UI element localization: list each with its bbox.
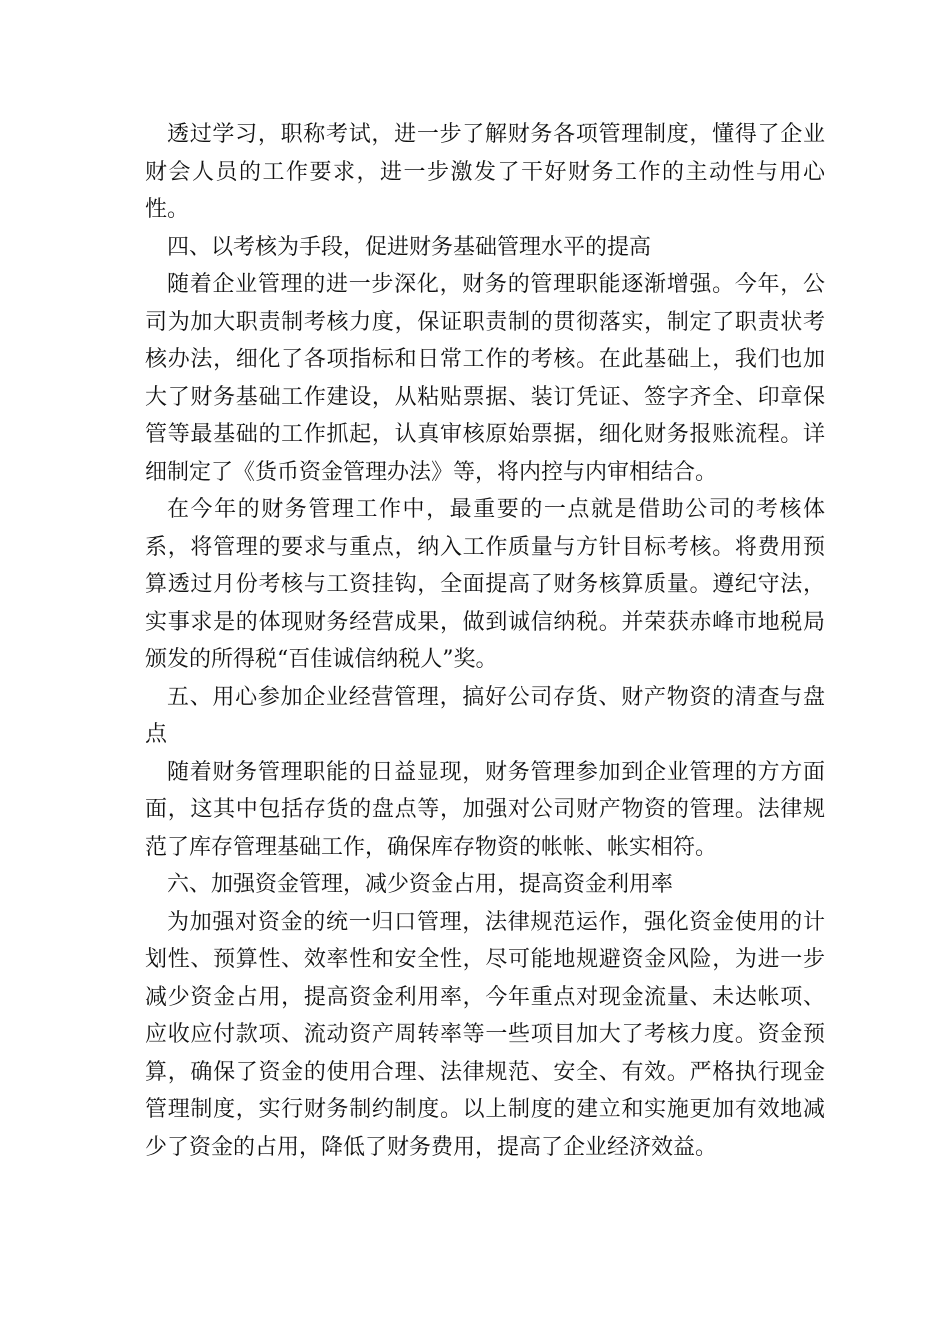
section-heading-5: 五、用心参加企业经营管理，搞好公司存货、财产物资的清查与盘点 (145, 684, 825, 747)
paragraph-study: 透过学习，职称考试，进一步了解财务各项管理制度，懂得了企业财会人员的工作要求，进一步激发了干好财务工作的主动性与用心性。 (145, 122, 825, 222)
paragraph-fund-management: 为加强对资金的统一归口管理，法律规范运作，强化资金使用的计划性、预算性、效率性和安全性，尽可能地规避资金风险，为进一步减少资金占用，提高资金利用率，今年重点对现金流量、未达帐项、应收应付款项、流动资产周转率等一些项目加大了考核力度。资金预算，确保了资金的使用合理、法律规范、安全、有效。严格执行现金管理制度，实行财务制约制度。以上制度的建立和实施更加有效地减少了资金的占用，降低了财务费用，提高了企业经济效益。 (145, 909, 825, 1160)
paragraph-management-deepening: 随着企业管理的进一步深化，财务的管理职能逐渐增强。今年，公司为加大职责制考核力度，保证职责制的贯彻落实，制定了职责状考核办法，细化了各项指标和日常工作的考核。在此基础上，我们也加大了财务基础工作建设，从粘贴票据、装订凭证、签字齐全、印章保管等最基础的工作抓起，认真审核原始票据，细化财务报账流程。详细制定了《货币资金管理办法》等，将内控与内审相结合。 (145, 272, 825, 485)
section-heading-4: 四、以考核为手段，促进财务基础管理水平的提高 (167, 234, 652, 260)
paragraph-assessment-system: 在今年的财务管理工作中，最重要的一点就是借助公司的考核体系，将管理的要求与重点，纳入工作质量与方针目标考核。将费用预算透过月份考核与工资挂钩，全面提高了财务核算质量。遵纪守法，实事求是的体现财务经营成果，做到诚信纳税。并荣获赤峰市地税局颁发的所得税“百佳诚信纳税人”奖。 (145, 497, 825, 672)
section-heading-6: 六、加强资金管理，减少资金占用，提高资金利用率 (167, 872, 674, 897)
paragraph-inventory: 随着财务管理职能的日益显现，财务管理参加到企业管理的方方面面，这其中包括存货的盘点等，加强对公司财产物资的管理。法律规范了库存管理基础工作，确保库存物资的帐帐、帐实相符。 (145, 759, 825, 860)
document-body (145, 116, 825, 1166)
